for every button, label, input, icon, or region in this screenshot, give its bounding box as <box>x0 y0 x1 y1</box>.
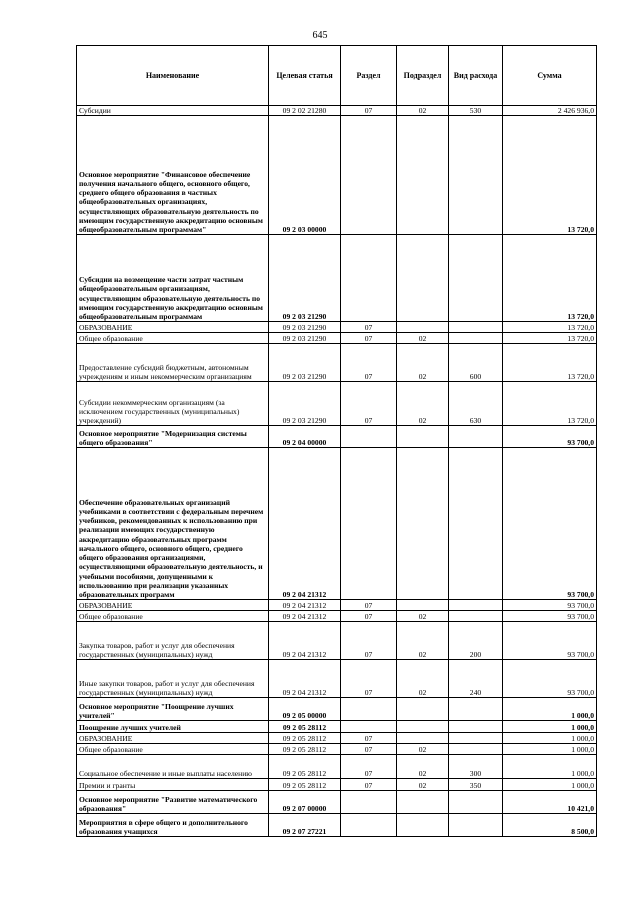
row-target: 09 2 05 28112 <box>269 779 341 791</box>
table-row <box>77 814 597 837</box>
row-section: 07 <box>341 755 397 779</box>
row-expense-type <box>449 814 503 837</box>
row-name: Мероприятия в сфере общего и дополнительного образования учащихся <box>77 814 269 837</box>
row-target: 09 2 04 21312 <box>269 448 341 600</box>
table-row <box>77 426 597 448</box>
row-target: 09 2 03 21290 <box>269 382 341 426</box>
row-section: 07 <box>341 106 397 116</box>
table-row <box>77 622 597 660</box>
table-row <box>77 600 597 611</box>
row-subsection <box>397 116 449 235</box>
table-row <box>77 733 597 744</box>
row-target: 09 2 03 21290 <box>269 322 341 333</box>
table-row <box>77 779 597 791</box>
header-expense-type: Вид расхода <box>449 46 503 106</box>
row-sum: 10 421,0 <box>503 791 597 814</box>
table-row <box>77 106 597 116</box>
row-name: Субсидии <box>77 106 269 116</box>
row-section: 07 <box>341 660 397 698</box>
table-row <box>77 235 597 322</box>
row-expense-type <box>449 333 503 344</box>
row-sum: 93 700,0 <box>503 611 597 622</box>
table-row <box>77 721 597 733</box>
row-name: Обеспечение образовательных организаций учебниками в соответствии с федеральным перечнем учебников, рекомендованных к использованию при реализации имеющих государственную аккредитацию образовательных программ начального общего, основного общего, среднего общего образования организациями, осуществляющими образовательную деятельность, и учебными пособиями, допущенными к использованию при реализации указанных образовательных программ <box>77 448 269 600</box>
row-sum: 93 700,0 <box>503 660 597 698</box>
row-expense-type <box>449 322 503 333</box>
row-subsection <box>397 448 449 600</box>
table-row <box>77 322 597 333</box>
row-subsection <box>397 322 449 333</box>
table-row <box>77 611 597 622</box>
row-target: 09 2 07 27221 <box>269 814 341 837</box>
row-sum: 93 700,0 <box>503 622 597 660</box>
row-expense-type <box>449 600 503 611</box>
row-name: Иные закупки товаров, работ и услуг для обеспечения государственных (муниципальных) нужд <box>77 660 269 698</box>
row-subsection <box>397 600 449 611</box>
row-expense-type <box>449 116 503 235</box>
row-sum: 1 000,0 <box>503 755 597 779</box>
row-subsection: 02 <box>397 106 449 116</box>
table-row <box>77 344 597 382</box>
row-subsection: 02 <box>397 744 449 755</box>
row-target: 09 2 04 21312 <box>269 611 341 622</box>
row-section <box>341 814 397 837</box>
row-section: 07 <box>341 382 397 426</box>
row-sum: 1 000,0 <box>503 721 597 733</box>
row-name: Социальное обеспечение и иные выплаты населению <box>77 755 269 779</box>
row-target: 09 2 05 28112 <box>269 744 341 755</box>
row-section <box>341 426 397 448</box>
row-section: 07 <box>341 622 397 660</box>
table-row <box>77 698 597 721</box>
row-expense-type: 240 <box>449 660 503 698</box>
row-subsection <box>397 791 449 814</box>
row-section <box>341 116 397 235</box>
row-expense-type: 530 <box>449 106 503 116</box>
budget-table <box>76 45 597 837</box>
row-expense-type <box>449 721 503 733</box>
row-expense-type: 600 <box>449 344 503 382</box>
row-subsection: 02 <box>397 611 449 622</box>
row-sum: 13 720,0 <box>503 322 597 333</box>
row-section: 07 <box>341 333 397 344</box>
row-sum: 8 500,0 <box>503 814 597 837</box>
row-sum: 13 720,0 <box>503 116 597 235</box>
row-expense-type <box>449 426 503 448</box>
row-section <box>341 448 397 600</box>
row-sum: 1 000,0 <box>503 733 597 744</box>
row-section: 07 <box>341 779 397 791</box>
table-row <box>77 382 597 426</box>
row-section: 07 <box>341 611 397 622</box>
row-expense-type <box>449 448 503 600</box>
row-expense-type <box>449 744 503 755</box>
header-sum: Сумма <box>503 46 597 106</box>
row-target: 09 2 05 00000 <box>269 698 341 721</box>
header-target: Целевая статья <box>269 46 341 106</box>
row-name: Премии и гранты <box>77 779 269 791</box>
row-expense-type: 350 <box>449 779 503 791</box>
row-target: 09 2 05 28112 <box>269 755 341 779</box>
row-target: 09 2 05 28112 <box>269 721 341 733</box>
row-expense-type <box>449 698 503 721</box>
row-section <box>341 235 397 322</box>
row-sum: 13 720,0 <box>503 333 597 344</box>
row-name: Закупка товаров, работ и услуг для обеспечения государственных (муниципальных) нужд <box>77 622 269 660</box>
row-name: Предоставление субсидий бюджетным, автономным учреждениям и иным некоммерческим организациям <box>77 344 269 382</box>
row-subsection <box>397 698 449 721</box>
table-row <box>77 448 597 600</box>
row-subsection: 02 <box>397 779 449 791</box>
row-target: 09 2 07 00000 <box>269 791 341 814</box>
table-row <box>77 755 597 779</box>
row-subsection: 02 <box>397 755 449 779</box>
row-target: 09 2 03 00000 <box>269 116 341 235</box>
table-row <box>77 744 597 755</box>
table-row <box>77 660 597 698</box>
row-section: 07 <box>341 344 397 382</box>
row-section <box>341 721 397 733</box>
header-name: Наименование <box>77 46 269 106</box>
row-expense-type <box>449 611 503 622</box>
row-sum: 1 000,0 <box>503 744 597 755</box>
row-sum: 13 720,0 <box>503 344 597 382</box>
row-subsection: 02 <box>397 660 449 698</box>
row-sum: 1 000,0 <box>503 779 597 791</box>
row-target: 09 2 03 21290 <box>269 344 341 382</box>
row-expense-type: 200 <box>449 622 503 660</box>
row-sum: 13 720,0 <box>503 235 597 322</box>
row-target: 09 2 04 21312 <box>269 622 341 660</box>
header-section: Раздел <box>341 46 397 106</box>
row-section: 07 <box>341 744 397 755</box>
row-name: Основное мероприятие "Развитие математического образования" <box>77 791 269 814</box>
row-subsection <box>397 733 449 744</box>
row-subsection: 02 <box>397 333 449 344</box>
row-section: 07 <box>341 733 397 744</box>
row-subsection: 02 <box>397 382 449 426</box>
row-sum: 93 700,0 <box>503 448 597 600</box>
row-subsection: 02 <box>397 622 449 660</box>
row-sum: 13 720,0 <box>503 382 597 426</box>
row-name: Субсидии на возмещение части затрат частным общеобразовательным организациям, осуществляющим образовательную деятельность по имеющим государственную аккредитацию основным общеобразовательным программам <box>77 235 269 322</box>
row-subsection <box>397 235 449 322</box>
row-sum: 93 700,0 <box>503 426 597 448</box>
row-name: Поощрение лучших учителей <box>77 721 269 733</box>
row-section: 07 <box>341 600 397 611</box>
row-sum: 93 700,0 <box>503 600 597 611</box>
row-expense-type: 630 <box>449 382 503 426</box>
row-expense-type <box>449 791 503 814</box>
row-name: Общее образование <box>77 744 269 755</box>
row-name: Общее образование <box>77 611 269 622</box>
row-target: 09 2 03 21290 <box>269 235 341 322</box>
row-section <box>341 791 397 814</box>
row-name: Общее образование <box>77 333 269 344</box>
row-sum: 1 000,0 <box>503 698 597 721</box>
row-name: ОБРАЗОВАНИЕ <box>77 322 269 333</box>
table-row <box>77 333 597 344</box>
row-target: 09 2 02 21280 <box>269 106 341 116</box>
row-name: ОБРАЗОВАНИЕ <box>77 733 269 744</box>
row-name: Субсидии некоммерческим организациям (за исключением государственных (муниципальных) учреждений) <box>77 382 269 426</box>
row-section <box>341 698 397 721</box>
table-header-row <box>77 46 597 106</box>
row-name: Основное мероприятие "Финансовое обеспечение получения начального общего, основного общего, среднего общего образования в частных общеобразовательных организациях, осуществляющих образовательную деятельность по имеющим государственную аккредитацию основным общеобразовательным программам" <box>77 116 269 235</box>
row-section: 07 <box>341 322 397 333</box>
row-sum: 2 426 936,0 <box>503 106 597 116</box>
row-subsection <box>397 814 449 837</box>
row-name: Основное мероприятие "Модернизация системы общего образования" <box>77 426 269 448</box>
row-target: 09 2 04 21312 <box>269 660 341 698</box>
row-expense-type <box>449 733 503 744</box>
row-subsection <box>397 721 449 733</box>
row-expense-type <box>449 235 503 322</box>
row-target: 09 2 05 28112 <box>269 733 341 744</box>
row-expense-type: 300 <box>449 755 503 779</box>
row-subsection <box>397 426 449 448</box>
header-subsection: Подраздел <box>397 46 449 106</box>
row-target: 09 2 03 21290 <box>269 333 341 344</box>
page-number: 645 <box>312 30 328 41</box>
row-name: Основное мероприятие "Поощрение лучших учителей" <box>77 698 269 721</box>
table-row <box>77 791 597 814</box>
row-target: 09 2 04 00000 <box>269 426 341 448</box>
table-row <box>77 116 597 235</box>
row-target: 09 2 04 21312 <box>269 600 341 611</box>
row-subsection: 02 <box>397 344 449 382</box>
row-name: ОБРАЗОВАНИЕ <box>77 600 269 611</box>
